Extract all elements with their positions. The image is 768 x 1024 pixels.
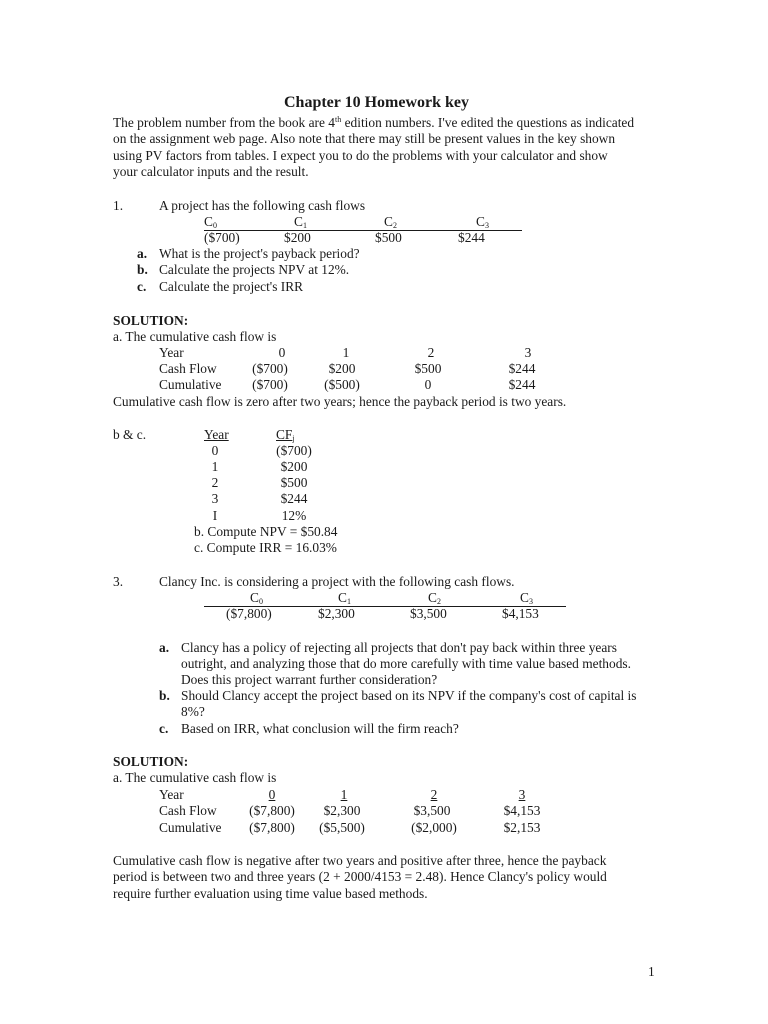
solution-1-year-3: 3 bbox=[524, 345, 532, 360]
solution-1-intro: a. The cumulative cash flow is bbox=[113, 329, 277, 344]
problem-1-value-c1: $200 bbox=[284, 230, 311, 245]
solution-3-cashflow-3: $4,153 bbox=[503, 803, 541, 818]
problem-3-part-c-letter: c. bbox=[159, 721, 169, 736]
problem-3-header-c1: $C_1$ bbox=[338, 590, 351, 606]
problem-3-header-c2: $C_2$ bbox=[428, 590, 441, 606]
problem-3-part-a-line-2: outright, and analyzing those that do more carefully with time value based methods. bbox=[181, 656, 631, 671]
calc-row-2-year: 2 bbox=[211, 475, 219, 490]
solution-1-year-0: 0 bbox=[278, 345, 286, 360]
problem-3-text: Clancy Inc. is considering a project with the following cash flows. bbox=[159, 574, 515, 589]
problem-1-part-c-text: Calculate the project's IRR bbox=[159, 279, 304, 294]
intro-superscript: th bbox=[335, 115, 342, 124]
solution-1-npv: b. Compute NPV = $50.84 bbox=[194, 524, 338, 539]
solution-3-year-1: 1 bbox=[340, 787, 348, 802]
calc-row-2-cf: $500 bbox=[280, 475, 308, 490]
calc-row-3-cf: $244 bbox=[280, 491, 308, 506]
solution-3-row-cumulative-label: Cumulative bbox=[159, 820, 222, 835]
problem-3-part-a-letter: a. bbox=[159, 640, 170, 655]
solution-1-row-cumulative-label: Cumulative bbox=[159, 377, 222, 392]
problem-1-header-c3: $C_3$ bbox=[476, 214, 489, 230]
problem-3-part-a-line-1: Clancy has a policy of rejecting all projects that don't pay back within three years bbox=[181, 640, 617, 655]
intro-line-1-rest: edition numbers. I've edited the questions as indicated bbox=[341, 115, 635, 130]
problem-1-number: 1. bbox=[113, 198, 124, 213]
solution-3-cashflow-1: $2,300 bbox=[323, 803, 361, 818]
solution-1-conclusion: Cumulative cash flow is zero after two years; hence the payback period is two years. bbox=[113, 394, 567, 409]
calc-row-1-cf: $200 bbox=[280, 459, 308, 474]
problem-1-part-a-letter: a. bbox=[137, 246, 148, 261]
solution-1-year-1: 1 bbox=[342, 345, 350, 360]
intro-line-2: on the assignment web page. Also note that there may still be present values in the key shown bbox=[113, 131, 616, 146]
calc-row-4-rate: 12% bbox=[281, 508, 307, 523]
solution-3-cashflow-0: ($7,800) bbox=[249, 803, 295, 818]
problem-3-part-c-line-1: Based on IRR, what conclusion will the firm reach? bbox=[181, 721, 459, 736]
solution-3-cumulative-1: ($5,500) bbox=[319, 820, 365, 835]
intro-line-4: your calculator inputs and the result. bbox=[113, 164, 309, 179]
solution-3-cashflow-2: $3,500 bbox=[413, 803, 451, 818]
problem-3-value-c3: $4,153 bbox=[502, 606, 539, 621]
solution-1-cumulative-2: 0 bbox=[424, 377, 432, 392]
problem-1-part-b-text: Calculate the projects NPV at 12%. bbox=[159, 262, 350, 277]
solution-3-intro: a. The cumulative cash flow is bbox=[113, 770, 277, 785]
problem-1-text: A project has the following cash flows bbox=[159, 198, 366, 213]
calc-header-cf: $CF_j$ bbox=[276, 427, 295, 443]
problem-1-cashflow-header-rule bbox=[204, 214, 522, 231]
solution-3-year-0: 0 bbox=[268, 787, 276, 802]
problem-1-part-a-text: What is the project's payback period? bbox=[159, 246, 360, 261]
solution-1-heading: SOLUTION: bbox=[113, 313, 189, 328]
solution-1-year-2: 2 bbox=[427, 345, 435, 360]
calc-header-year: Year bbox=[204, 427, 229, 442]
problem-1-part-c-letter: c. bbox=[137, 279, 147, 294]
problem-1-value-c2: $500 bbox=[375, 230, 402, 245]
calc-row-1-year: 1 bbox=[211, 459, 219, 474]
problem-3-value-c0: ($7,800) bbox=[226, 606, 272, 621]
solution-1-cumulative-1: ($500) bbox=[324, 377, 360, 392]
calc-row-0-cf: ($700) bbox=[276, 443, 312, 458]
problem-3-value-c1: $2,300 bbox=[318, 606, 355, 621]
solution-3-conclusion-line-3: require further evaluation using time value based methods. bbox=[113, 886, 428, 901]
solution-3-row-cashflow-label: Cash Flow bbox=[159, 803, 217, 818]
solution-3-cumulative-2: ($2,000) bbox=[411, 820, 457, 835]
problem-3-part-a-line-3: Does this project warrant further consideration? bbox=[181, 672, 438, 687]
solution-3-year-2: 2 bbox=[430, 787, 438, 802]
solution-3-cumulative-0: ($7,800) bbox=[249, 820, 295, 835]
solution-3-cumulative-3: $2,153 bbox=[503, 820, 541, 835]
calc-row-3-year: 3 bbox=[211, 491, 219, 506]
solution-3-heading: SOLUTION: bbox=[113, 754, 189, 769]
page-title: Chapter 10 Homework key bbox=[284, 94, 470, 111]
problem-3-header-c0: $C_0$ bbox=[250, 590, 263, 606]
problem-1-value-c3: $244 bbox=[458, 230, 485, 245]
problem-1-header-c2: $C_2$ bbox=[384, 214, 397, 230]
calc-row-4-label: I bbox=[212, 508, 218, 523]
problem-3-number: 3. bbox=[113, 574, 124, 589]
solution-3-year-3: 3 bbox=[518, 787, 526, 802]
solution-1-cashflow-2: $500 bbox=[414, 361, 442, 376]
page-number: 1 bbox=[648, 964, 655, 979]
intro-line-3: using PV factors from tables. I expect you to do the problems with your calculator and show bbox=[113, 148, 608, 163]
intro-line-1-text: The problem number from the book are 4 bbox=[113, 115, 335, 130]
problem-3-part-b-letter: b. bbox=[159, 688, 170, 703]
solution-3-row-year-label: Year bbox=[159, 787, 184, 802]
problem-3-part-b-line-2: 8%? bbox=[181, 704, 205, 719]
problem-1-header-c0: $C_0$ bbox=[204, 214, 217, 230]
solution-1-row-cashflow-label: Cash Flow bbox=[159, 361, 217, 376]
problem-1-header-c1: $C_1$ bbox=[294, 214, 307, 230]
intro-line-1 bbox=[113, 115, 634, 131]
problem-1-value-c0: ($700) bbox=[204, 230, 240, 245]
solution-1-bc-label: b & c. bbox=[113, 427, 147, 442]
solution-3-conclusion-line-2: period is between two and three years (2 + 2000/4153 = 2.48). Hence Clancy's policy would bbox=[113, 869, 607, 884]
problem-3-part-b-line-1: Should Clancy accept the project based on its NPV if the company's cost of capital is bbox=[181, 688, 637, 703]
calc-row-0-year: 0 bbox=[211, 443, 219, 458]
solution-1-irr: c. Compute IRR = 16.03% bbox=[194, 540, 337, 555]
solution-1-cashflow-1: $200 bbox=[328, 361, 356, 376]
solution-3-conclusion-line-1: Cumulative cash flow is negative after two years and positive after three, hence the payback bbox=[113, 853, 607, 868]
solution-1-row-year-label: Year bbox=[159, 345, 184, 360]
problem-1-part-b-letter: b. bbox=[137, 262, 148, 277]
solution-1-cumulative-0: ($700) bbox=[252, 377, 288, 392]
solution-1-cumulative-3: $244 bbox=[508, 377, 536, 392]
problem-3-value-c2: $3,500 bbox=[410, 606, 447, 621]
solution-1-cashflow-3: $244 bbox=[508, 361, 536, 376]
solution-1-cashflow-0: ($700) bbox=[252, 361, 288, 376]
problem-3-header-c3: $C_3$ bbox=[520, 590, 533, 606]
